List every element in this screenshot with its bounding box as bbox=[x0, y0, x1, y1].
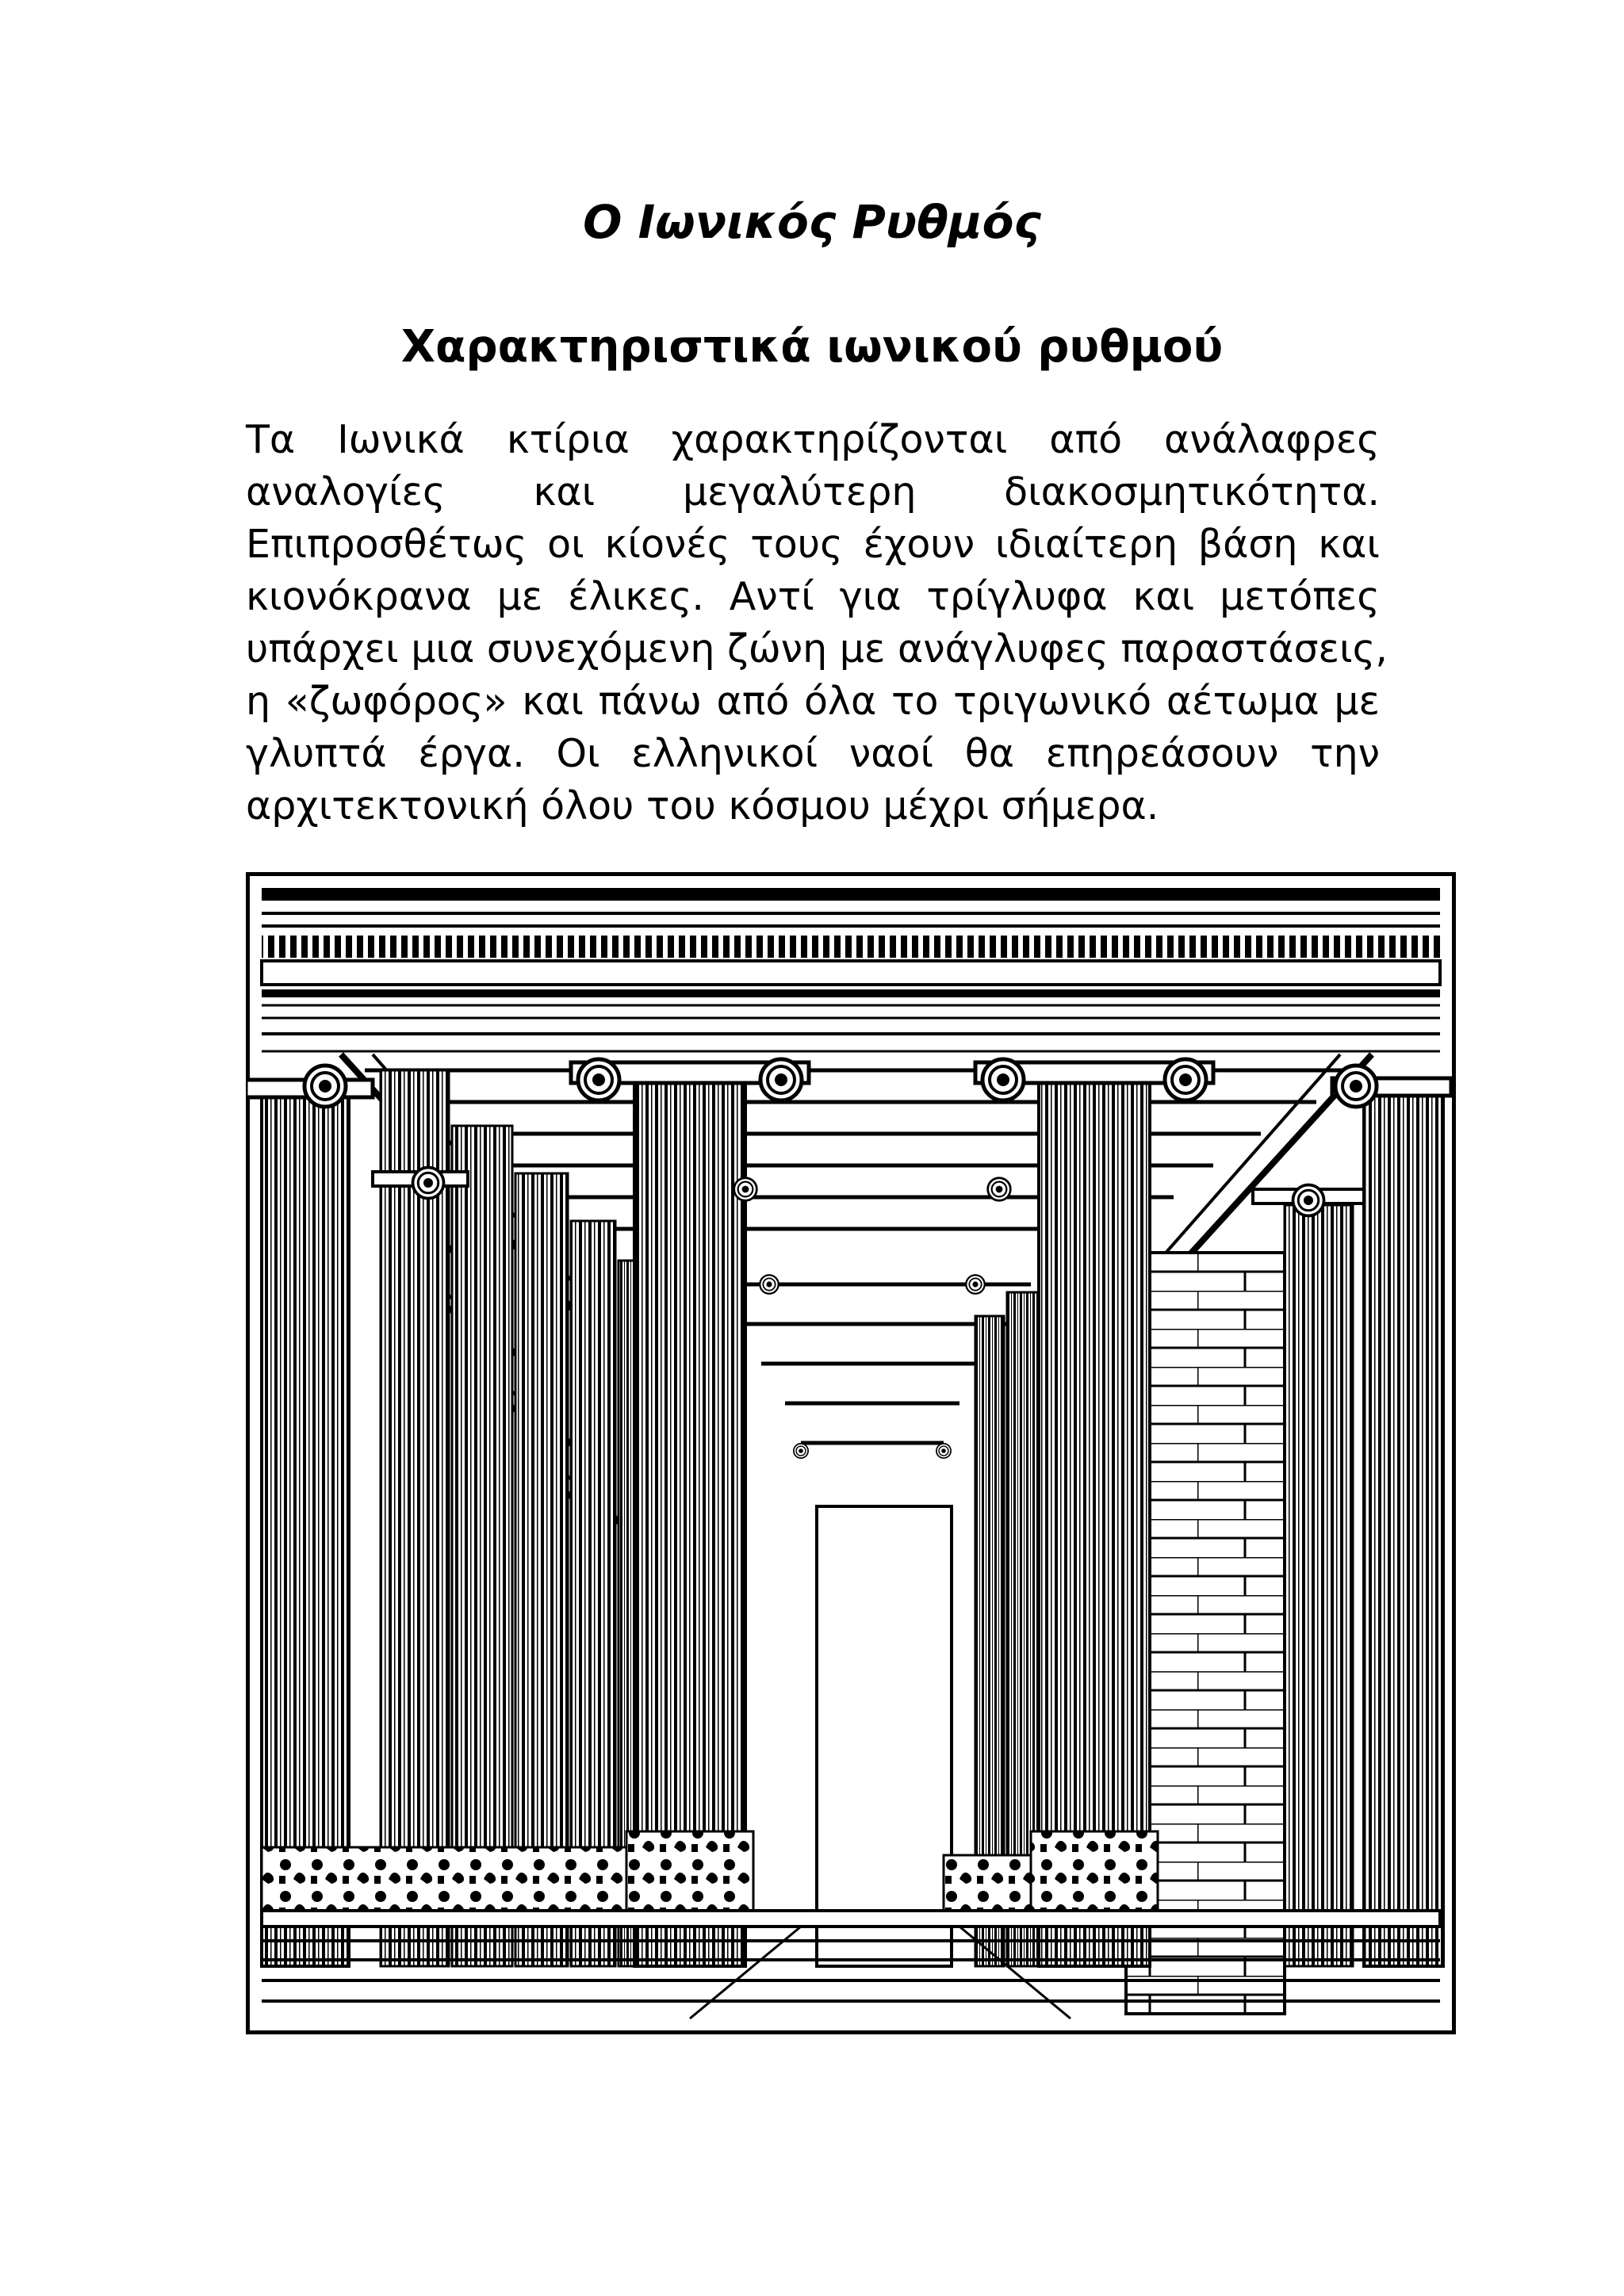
ionic-colonnade-illustration bbox=[246, 872, 1456, 2034]
paragraph-line: αρχιτεκτονική όλου του κόσμου μέχρι σήμερα. bbox=[246, 783, 1159, 828]
paragraph-line: υπάρχει μια συνεχόμενη ζώνη με ανάγλυφες παραστάσεις, bbox=[246, 626, 1388, 672]
paragraph-line: Τα Ιωνικά κτίρια χαρακτηρίζονται από ανάλαφρες bbox=[246, 417, 1380, 462]
colonnade-drawing bbox=[246, 872, 1456, 2034]
paragraph-line: κιονόκρανα με έλικες. Αντί για τρίγλυφα και μετόπες bbox=[246, 574, 1380, 619]
page-title: Ο Ιωνικός Ρυθμός bbox=[583, 195, 1041, 249]
paragraph-line: Επιπροσθέτως οι κίονές τους έχουν ιδιαίτερη βάση και bbox=[246, 522, 1380, 567]
paragraph-line: αναλογίες και μεγαλύτερη διακοσμητικότητα. bbox=[246, 469, 1380, 515]
paragraph-line: η «ζωφόρος» και πάνω από όλα το τριγωνικό αέτωμα με bbox=[246, 679, 1380, 724]
section-heading: Χαρακτηριστικά ιωνικού ρυθμού bbox=[400, 321, 1224, 373]
paragraph-line: γλυπτά έργα. Οι ελληνικοί ναοί θα επηρεάσουν την bbox=[246, 731, 1380, 776]
body-paragraph bbox=[246, 414, 1388, 832]
doorway-opening bbox=[817, 1506, 952, 1966]
